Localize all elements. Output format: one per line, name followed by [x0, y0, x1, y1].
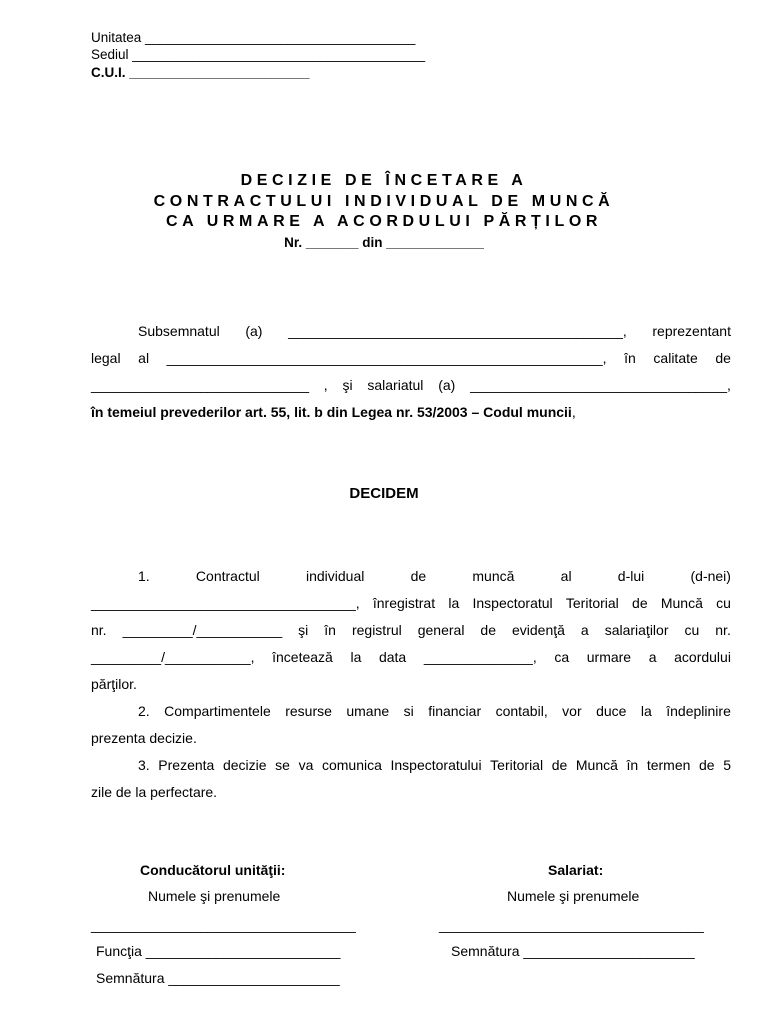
decision-points	[91, 563, 731, 806]
point-2-line-1	[91, 698, 731, 725]
employer-signature-title: Conducătorul unităţii:	[140, 862, 286, 878]
point-2-line-2: prezenta decizie.	[91, 730, 197, 746]
word: d-lui	[617, 568, 645, 584]
word: îndeplinire	[666, 703, 731, 719]
intro-line-2	[91, 345, 731, 372]
intro-line-3	[91, 372, 731, 399]
word: umane	[346, 703, 390, 719]
word: se	[275, 757, 290, 773]
word: cu	[716, 595, 731, 611]
employee-semnatura-field: Semnătura ______________________	[451, 943, 695, 959]
cui-field: C.U.I. ________________________	[91, 65, 310, 80]
word: individual	[305, 568, 365, 584]
intro-line-1	[91, 318, 731, 345]
word: Subsemnatul	[138, 323, 220, 339]
employee-signature-title: Salariat:	[548, 862, 604, 878]
word: decizie	[222, 757, 267, 773]
word: duce	[596, 703, 627, 719]
word: calitate	[653, 350, 698, 366]
unitatea-field: Unitatea ____________________________________	[91, 30, 416, 45]
word: de	[410, 568, 427, 584]
word: legal	[91, 350, 121, 366]
word: Inspectoratul	[472, 595, 553, 611]
word: al	[138, 350, 150, 366]
word: a	[580, 622, 589, 638]
word: ca	[554, 649, 570, 665]
word: de	[480, 622, 496, 638]
intro-paragraph	[91, 318, 731, 426]
point-1-line-4	[91, 644, 731, 671]
word: încetează	[272, 649, 333, 665]
word: ______________,	[423, 649, 537, 665]
legal-basis-tail: ,	[571, 404, 576, 420]
intro-line-4	[91, 399, 731, 426]
word: Muncă	[660, 595, 703, 611]
word: ,	[323, 377, 328, 393]
employee-name-label: Numele şi prenumele	[507, 888, 640, 904]
word: (a)	[245, 323, 263, 339]
word: la	[350, 649, 362, 665]
word: în	[624, 350, 636, 366]
word: (d-nei)	[690, 568, 731, 584]
word: acordului	[674, 649, 731, 665]
word: 3.	[138, 757, 150, 773]
word: Contractul	[195, 568, 260, 584]
word: Prezenta	[158, 757, 215, 773]
sediul-field: Sediul _______________________________________	[91, 47, 426, 62]
word: nr.	[715, 622, 731, 638]
title-line-2: CONTRACTULUI INDIVIDUAL DE MUNCĂ	[153, 193, 615, 210]
word: ____________________________	[91, 377, 310, 393]
word: la	[640, 703, 652, 719]
word: si	[403, 703, 414, 719]
word: de	[632, 595, 648, 611]
word: nr.	[91, 622, 107, 638]
word: _________/___________,	[91, 649, 255, 665]
word: salariatul	[367, 377, 424, 393]
decision-number: Nr. _______ din _____________	[284, 235, 484, 250]
word: resurse	[285, 703, 332, 719]
point-1-line-1	[91, 563, 731, 590]
word: Compartimentele	[164, 703, 271, 719]
word: __________________________________,	[91, 595, 360, 611]
title-line-3: CA URMARE A ACORDULUI PĂRȚILOR	[165, 213, 603, 230]
employer-functia-field: Funcţia _________________________	[96, 943, 341, 959]
word: muncă	[472, 568, 515, 584]
word: 1.	[138, 568, 150, 584]
word: în	[626, 757, 639, 773]
point-3-line-2: zile de la perfectare.	[91, 784, 218, 800]
word: a	[648, 649, 657, 665]
word: de	[715, 350, 731, 366]
word: _________/___________	[122, 622, 283, 638]
word: şi	[298, 622, 309, 638]
employer-name-line: __________________________________	[91, 917, 356, 933]
word: de	[551, 757, 568, 773]
word: salariaţilor	[604, 622, 669, 638]
word: al	[560, 568, 572, 584]
word: 2.	[138, 703, 150, 719]
word: _________________________________,	[470, 377, 731, 393]
point-3-line-1	[91, 752, 731, 779]
word: evidenţă	[511, 622, 565, 638]
word: şi	[342, 377, 353, 393]
word: urmare	[586, 649, 632, 665]
word: vor	[562, 703, 582, 719]
word: Teritorial	[565, 595, 619, 611]
word: de	[699, 757, 715, 773]
word: termen	[646, 757, 691, 773]
employer-name-label: Numele şi prenumele	[148, 888, 281, 904]
word: în	[324, 622, 336, 638]
employer-semnatura-field: Semnătura ______________________	[96, 970, 340, 986]
point-1-line-3	[91, 617, 731, 644]
point-1-line-2	[91, 590, 731, 617]
word: data	[378, 649, 407, 665]
word: cu	[684, 622, 700, 638]
word: general	[417, 622, 465, 638]
word: la	[448, 595, 460, 611]
word: Teritorial	[490, 757, 544, 773]
word: Muncă	[575, 757, 618, 773]
word: înregistrat	[372, 595, 436, 611]
word: ___________________________________________,	[288, 323, 627, 339]
employee-name-line: __________________________________	[439, 917, 704, 933]
legal-basis: în temeiul prevederilor art. 55, lit. b din Legea nr. 53/2003 – Codul muncii	[91, 404, 572, 420]
word: comunica	[321, 757, 382, 773]
word: (a)	[438, 377, 456, 393]
word: reprezentant	[652, 323, 731, 339]
word: registrul	[351, 622, 402, 638]
word: Inspectoratului	[390, 757, 482, 773]
word: va	[298, 757, 314, 773]
title-line-1: DECIZIE DE ÎNCETARE A	[240, 172, 528, 189]
word: ________________________________________________________,	[166, 350, 607, 366]
word: contabil,	[495, 703, 548, 719]
word: 5	[723, 757, 731, 773]
decidem-heading: DECIDEM	[349, 485, 419, 502]
word: financiar	[428, 703, 482, 719]
point-1-line-5: părţilor.	[91, 676, 137, 692]
